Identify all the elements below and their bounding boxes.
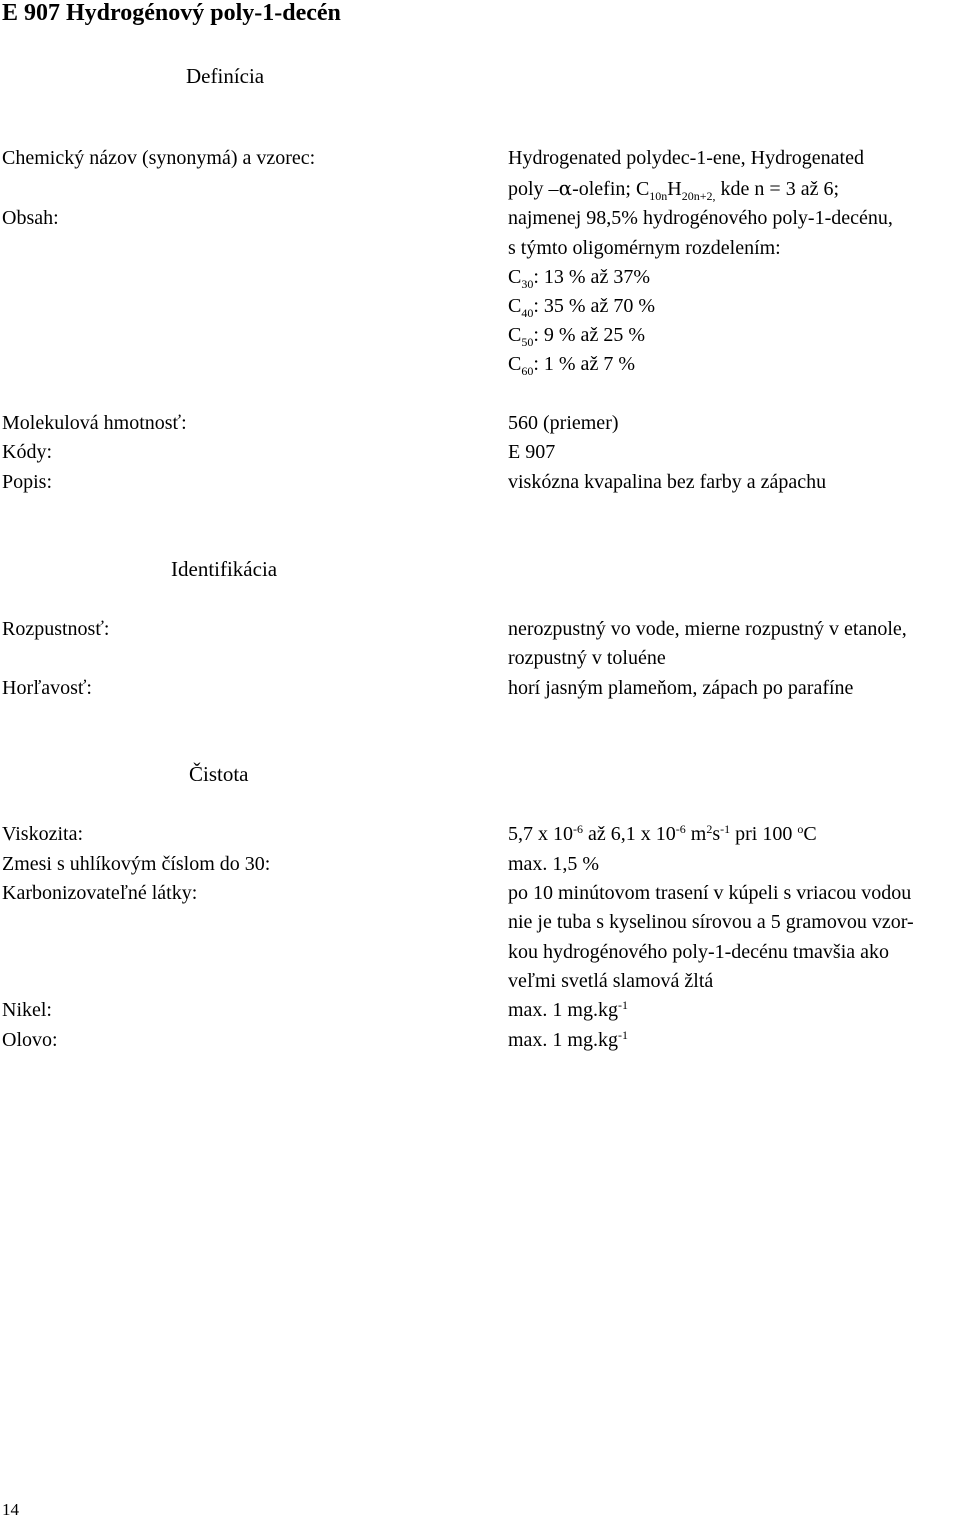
page-number: 14: [2, 1500, 19, 1519]
subscript: 60: [521, 364, 534, 378]
viskozita-value: [508, 822, 817, 846]
chem-text: kde n = 3 až 6;: [715, 178, 839, 200]
subscript: 30: [521, 277, 534, 291]
rozpustnost-label: Rozpustnosť:: [2, 618, 110, 640]
oligomer-range: : 13 % až 37%: [533, 266, 650, 288]
obsah-line2: s týmto oligomérnym rozdelením:: [508, 237, 781, 259]
obsah-line1: najmenej 98,5% hydrogénového poly-1-decénu,: [508, 207, 893, 229]
nikel-text: max. 1 mg.kg: [508, 999, 618, 1021]
oligomer-row: [508, 323, 645, 347]
subscript: 40: [521, 306, 534, 320]
rozpustnost-line1: nerozpustný vo vode, mierne rozpustný v etanole,: [508, 618, 907, 640]
superscript: -1: [618, 1028, 628, 1042]
alpha-symbol: α: [558, 176, 573, 200]
chem-name-line2: [508, 176, 839, 201]
horlavost-label: Horľavosť:: [2, 677, 92, 699]
popis-label: Popis:: [2, 471, 53, 493]
chem-text: -olefin; C: [572, 178, 650, 200]
carbon-label: C: [508, 353, 522, 375]
superscript: -1: [618, 998, 628, 1012]
subscript: 10n: [649, 189, 668, 203]
zmesi-value: max. 1,5 %: [508, 853, 600, 875]
section-heading-identifikacia: Identifikácia: [171, 557, 278, 581]
karbo-line4: veľmi svetlá slamová žltá: [508, 970, 714, 992]
olovo-value: [508, 1028, 628, 1052]
karbo-line2: nie je tuba s kyselinou sírovou a 5 gramovou vzor-: [508, 911, 914, 933]
oligomer-range: : 35 % až 70 %: [533, 295, 655, 317]
chem-name-label: Chemický názov (synonymá) a vzorec:: [2, 147, 316, 169]
horlavost-value: horí jasným plameňom, zápach po parafíne: [508, 677, 854, 699]
visk-text: 5,7 x 10: [508, 823, 573, 845]
karbo-label: Karbonizovateľné látky:: [2, 882, 198, 904]
visk-text: s: [712, 823, 721, 845]
viskozita-label: Viskozita:: [2, 823, 84, 845]
oligomer-row: [508, 265, 650, 289]
nikel-label: Nikel:: [2, 999, 52, 1021]
mol-weight-value: 560 (priemer): [508, 412, 619, 434]
page-title: E 907 Hydrogénový poly-1-decén: [2, 0, 341, 26]
visk-text: C: [803, 823, 817, 845]
visk-text: pri 100: [730, 823, 798, 845]
subscript: 20n+2,: [681, 189, 716, 203]
olovo-text: max. 1 mg.kg: [508, 1029, 618, 1051]
carbon-label: C: [508, 324, 522, 346]
chem-name-line1: Hydrogenated polydec-1-ene, Hydrogenated: [508, 147, 864, 169]
oligomer-range: : 9 % až 25 %: [533, 324, 645, 346]
nikel-value: [508, 998, 628, 1022]
kody-label: Kódy:: [2, 441, 52, 463]
degree-symbol: o: [797, 822, 804, 836]
oligomer-row: [508, 294, 655, 318]
mol-weight-label: Molekulová hmotnosť:: [2, 412, 187, 434]
popis-value: viskózna kvapalina bez farby a zápachu: [508, 471, 827, 493]
section-heading-cistota: Čistota: [189, 762, 249, 786]
subscript: 50: [521, 335, 534, 349]
rozpustnost-line2: rozpustný v toluéne: [508, 647, 666, 669]
karbo-line1: po 10 minútovom trasení v kúpeli s vriacou vodou: [508, 882, 912, 904]
karbo-line3: kou hydrogénového poly-1-decénu tmavšia ako: [508, 941, 890, 963]
visk-text: m: [685, 823, 707, 845]
obsah-label: Obsah:: [2, 207, 59, 229]
chem-text: poly –: [508, 178, 559, 200]
zmesi-label: Zmesi s uhlíkovým číslom do 30:: [2, 853, 271, 875]
section-heading-definicia: Definícia: [186, 64, 265, 88]
carbon-label: C: [508, 266, 522, 288]
olovo-label: Olovo:: [2, 1029, 58, 1051]
oligomer-row: [508, 352, 635, 376]
superscript: 2: [706, 822, 713, 836]
superscript: -6: [675, 822, 686, 836]
carbon-label: C: [508, 295, 522, 317]
kody-value: E 907: [508, 441, 556, 463]
oligomer-range: : 1 % až 7 %: [533, 353, 635, 375]
superscript: -1: [720, 822, 731, 836]
superscript: -6: [573, 822, 583, 836]
chem-text: H: [667, 178, 682, 200]
visk-text: až 6,1 x 10: [583, 823, 676, 845]
